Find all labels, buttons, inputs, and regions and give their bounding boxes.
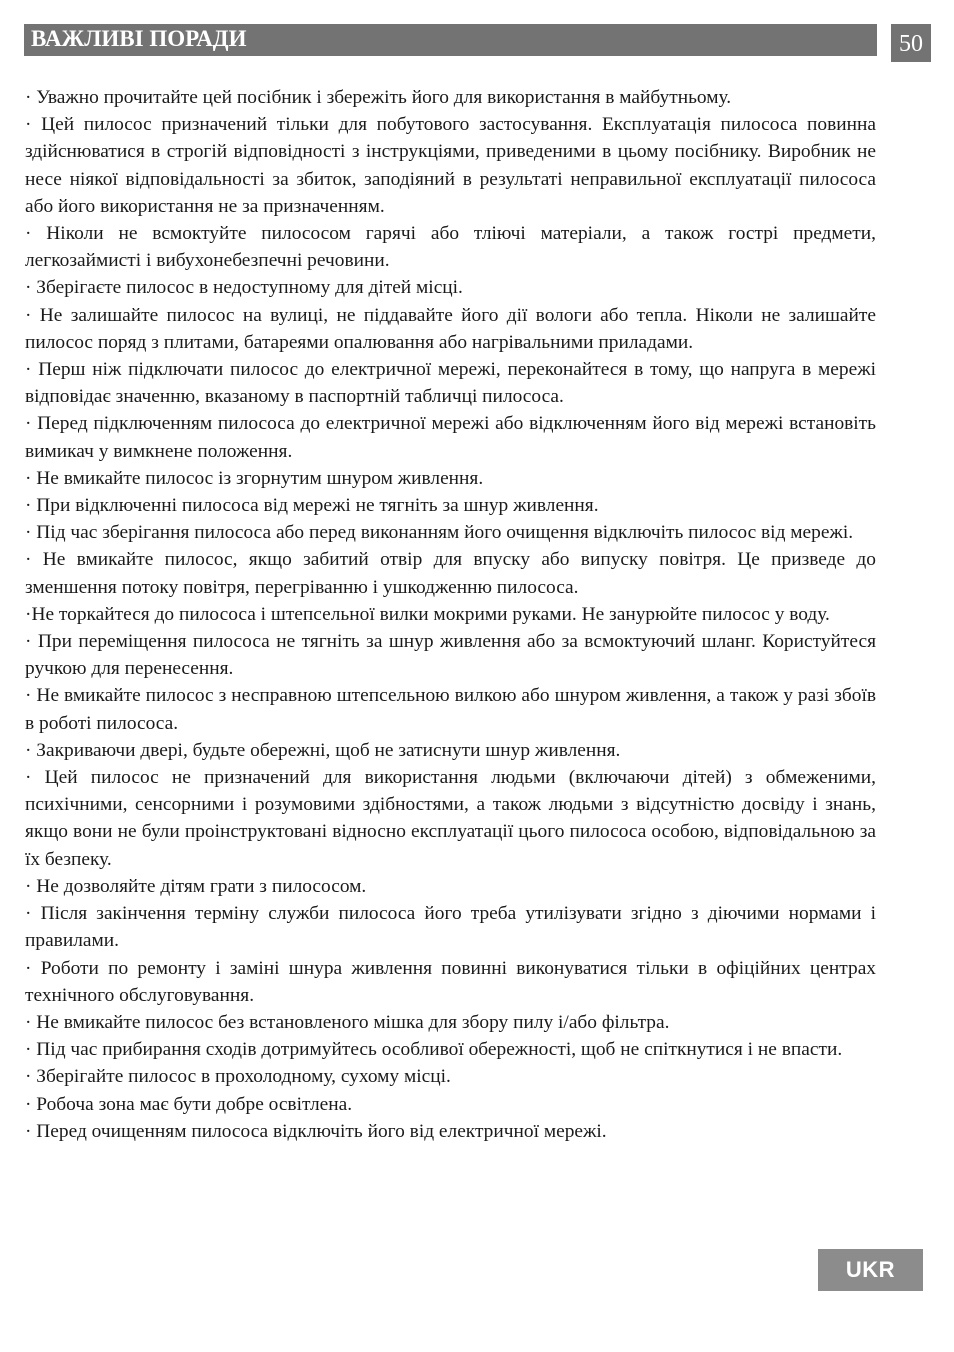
language-badge-label: UKR (845, 1257, 896, 1282)
tip-item: · Не вмикайте пилосос без встановленого мішка для збору пилу і/або фільтра. (25, 1011, 670, 1033)
page-number-box (891, 24, 931, 62)
tip-item: · Перед підключенням пилососа до електричної мережі або відключенням його від мережі встановіть вимикач у вимкнене положення. (25, 413, 876, 462)
tip-item: · Перед очищенням пилососа відключіть його від електричної мережі. (25, 1120, 607, 1142)
tip-item: · Робоча зона має бути добре освітлена. (25, 1093, 353, 1115)
tip-item: · При переміщення пилососа не тягніть за шнур живлення або за всмоктуючий шланг. Користуйтеся ручкою для перенесення. (25, 631, 876, 680)
tip-item: · Не залишайте пилосос на вулиці, не піддавайте його дії вологи або тепла. Ніколи не залишайте пилосос поряд з плитами, батареями опалювання або нагрівальними приладами. (25, 304, 876, 353)
page-number: 50 (899, 31, 923, 57)
tip-item: · Цей пилосос не призначений для використання людьми (включаючи дітей) з обмеженими, психічними, сенсорними і розумовими здібностями, а також людьми з відсутністю досвіду і знань, якщо вони не були проінструктовані відносно експлуатації цього пилососа особою, відповідальною за їх безпеку. (25, 767, 876, 870)
tip-item: · При відключенні пилососа від мережі не тягніть за шнур живлення. (25, 495, 599, 517)
section-header-bar (24, 24, 877, 56)
language-badge (818, 1249, 923, 1291)
tip-item: · Перш ніж підключати пилосос до електричної мережі, переконайтеся в тому, що напруга в мережі відповідає значенню, вказаному в паспортній табличці пилососа. (25, 359, 876, 408)
tip-item: · Під час зберігання пилососа або перед виконанням його очищення відключіть пилосос від мережі. (25, 522, 854, 544)
tip-item: ·Не торкайтеся до пилососа і штепсельної вилки мокрими руками. Не занурюйте пилосос у воду. (25, 603, 830, 625)
tip-item: · Уважно прочитайте цей посібник і збережіть його для використання в майбутньому. (25, 87, 732, 108)
tip-item: · Цей пилосос призначений тільки для побутового застосування. Експлуатація пилососа повинна здійснюватися в строгій відповідності з інструкціями, приведеними в цьому посібнику. Виробник не несе ніякої відповідальності за збиток, заподіяний в результаті неправильної експлуатації пилососа або його використання не за призначенням. (25, 114, 876, 217)
tip-item: · Після закінчення терміну служби пилососа його треба утилізувати згідно з діючими нормами і правилами. (25, 903, 876, 952)
tip-item: · Ніколи не всмоктуйте пилососом гарячі або тліючі матеріали, а також гострі предмети, легкозаймисті і вибухонебезпечні речовини. (25, 223, 876, 272)
section-title: ВАЖЛИВІ ПОРАДИ (31, 26, 247, 51)
tip-item: · Закриваючи двері, будьте обережні, щоб не затиснути шнур живлення. (25, 739, 621, 761)
tip-item: · Під час прибирання сходів дотримуйтесь особливої обережності, щоб не спіткнутися і не впасти. (25, 1039, 843, 1061)
tip-item: · Не вмикайте пилосос з несправною штепсельною вилкою або шнуром живлення, а також у разі збоїв в роботі пилососа. (25, 685, 876, 734)
tip-item: · Роботи по ремонту і заміні шнура живлення повинні виконуватися тільки в офіційних центрах технічного обслуговування. (25, 957, 876, 1006)
safety-tips-list (25, 84, 876, 1145)
tip-item: · Зберігайте пилосос в прохолодному, сухому місці. (25, 1066, 451, 1088)
tip-item: · Не дозволяйте дітям грати з пилососом. (25, 875, 367, 897)
tip-item: · Не вмикайте пилосос, якщо забитий отвір для впуску або випуску повітря. Це призведе до зменшення потоку повітря, перегріванню і ушкодженню пилососа. (25, 549, 876, 598)
tip-item: · Не вмикайте пилосос із згорнутим шнуром живлення. (25, 467, 484, 489)
tip-item: · Зберігаєте пилосос в недоступному для дітей місці. (25, 277, 463, 299)
